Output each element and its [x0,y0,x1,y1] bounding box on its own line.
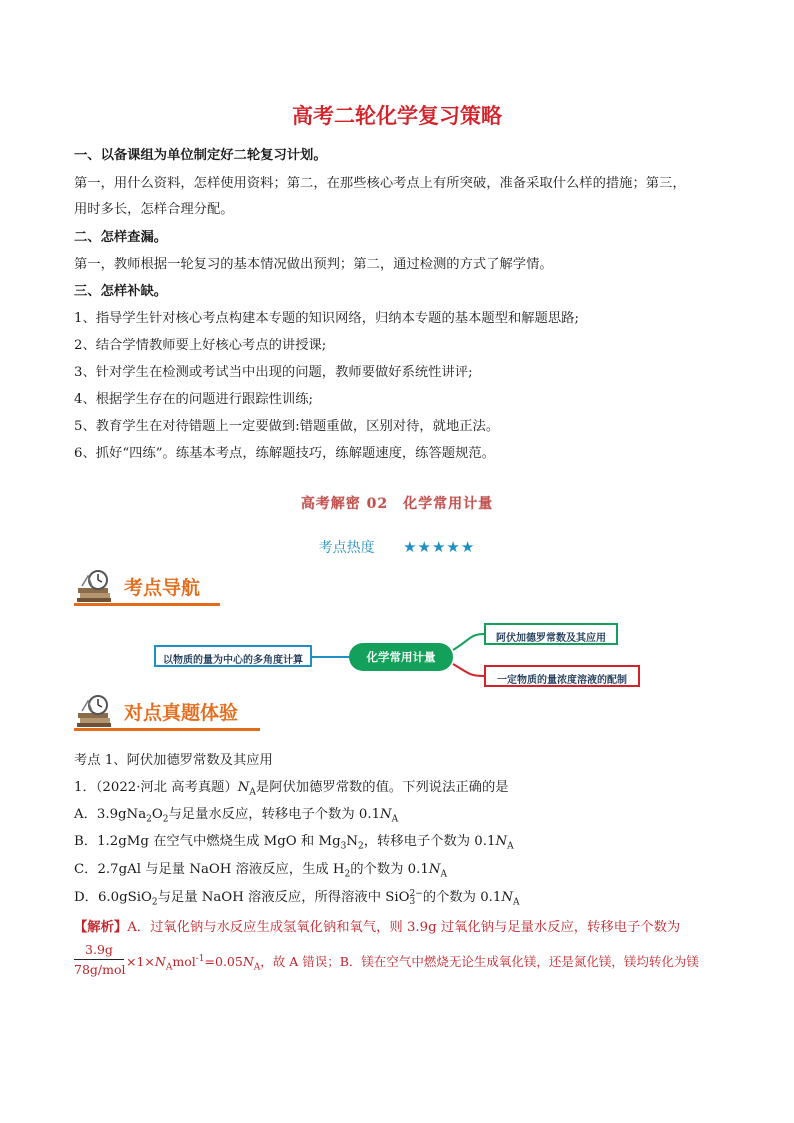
subscript: A [391,814,399,825]
subscript: 3 [409,896,416,907]
subscript: A [512,897,520,908]
mindmap-node-right-top: 阿伏加德罗常数及其应用 [484,623,618,645]
option-text: 的个数为 0.1 [350,862,429,877]
option-text: 的个数为 0.1 [422,890,502,905]
strategy-paragraph-1a: 第一，用什么资料，怎样使用资料；第二，在那些核心考点上有所突破，准备采取什么样的措施；第三， [74,176,686,191]
avogadro-symbol: N [428,862,441,877]
page-title: 高考二轮化学复习策略 [292,104,502,128]
option-text: 与足量水反应，转移电子个数为 0.1 [168,807,381,822]
section-header-exp [74,693,264,731]
analysis-text: mol [172,954,196,969]
strategy-heading-2: 二、怎样查漏。 [74,230,168,245]
subscript: 2 [146,814,152,825]
subscript: 2 [344,869,351,880]
analysis-text: =0.05 [204,954,243,969]
section-header-nav [74,568,224,606]
stem-source: 1．（2022·河北 高考真题） [74,780,238,795]
strategy-item: 3、针对学生在检测或考试当中出现的问题，教师要做好系统性讲评; [74,365,473,380]
subscript: A [507,841,514,852]
strategy-item: 6、抓好“四练”。练基本考点，练解题技巧，练解题速度，练答题规范。 [74,446,495,461]
strategy-heading-3: 三、怎样补缺。 [74,284,168,299]
heat-label: 考点热度 [318,540,375,556]
avogadro-symbol: N [495,834,508,849]
superscript: -1 [195,953,205,964]
avogadro-symbol: N [380,807,392,822]
strategy-paragraph-2: 第一，教师根据一轮复习的基本情况做出预判；第二，通过检测的方式了解学情。 [74,257,553,272]
strategy-item: 5、教育学生在对待错题上一定要做到:错题重做，区别对待，就地正法。 [74,419,500,434]
books-clock-icon [74,568,120,604]
chapter-subtitle: 高考解密 02 化学常用计量 [300,496,494,512]
analysis-text: ×1× [126,954,155,969]
analysis-text: ，故 A 错误；B．镁在空气中燃烧无论生成氧化镁，还是氮化镁，镁均转化为镁 [260,954,699,969]
analysis-text [126,952,699,973]
section-underline [74,728,260,731]
heat-rating [0,537,794,557]
analysis-line-1 [74,919,680,937]
option-text: 与足量 NaOH 溶液反应，所得溶液中 SiO [157,890,410,905]
option-c [74,861,447,884]
option-a [74,806,398,829]
avogadro-symbol: N [242,954,254,969]
option-text: C．2.7gAl 与足量 NaOH 溶液反应，生成 H [74,862,345,877]
option-text: N [346,834,358,849]
section-underline [74,603,220,606]
avogadro-symbol: N [501,890,513,905]
mindmap-node-right-bottom: 一定物质的量浓度溶液的配制 [484,665,640,687]
analysis-tag: 【解析】 [74,920,128,935]
books-clock-icon [74,693,120,729]
mindmap-node-left: 以物质的量为中心的多角度计算 [154,645,312,667]
subscript: A [165,962,173,973]
section-title-exp: 对点真题体验 [124,702,239,724]
avogadro-subscript: A [249,787,256,798]
avogadro-symbol: N [154,954,166,969]
option-text: A．3.9gNa [74,807,147,822]
star-rating-icon: ★★★★★ [403,538,476,556]
strategy-item: 2、结合学情教师要上好核心考点的讲授课; [74,338,327,353]
option-d [74,889,519,912]
fraction-numerator: 3.9g [85,942,113,957]
subscript: A [253,962,261,973]
analysis-text: A．过氧化钠与水反应生成氢氧化钠和氧气，则 3.9g 过氧化钠与足量水反应，转移电子个数为 [127,920,681,935]
option-text: O [151,807,163,822]
question-stem [74,779,509,802]
mindmap-node-center: 化学常用计量 [349,643,453,671]
ion-scripts [410,890,423,906]
section-title-nav: 考点导航 [124,577,201,599]
subscript: 2 [151,897,158,908]
option-text: D．6.0gSiO [74,890,152,905]
fraction-denominator: 78g/mol [74,962,126,977]
option-b [74,833,514,856]
superscript: 2− [409,888,423,899]
option-text: ，转移电子个数为 0.1 [363,834,496,849]
subscript: A [440,869,447,880]
subscript: 3 [340,841,347,852]
stem-text: 是阿伏加德罗常数的值。下列说法正确的是 [255,780,509,795]
question-topic: 考点 1、阿伏加德罗常数及其应用 [74,753,273,768]
subscript: 2 [357,841,364,852]
subscript: 2 [162,814,169,825]
strategy-item: 4、根据学生存在的问题进行跟踪性训练; [74,392,313,407]
strategy-item: 1、指导学生针对核心考点构建本专题的知识网络，归纳本专题的基本题型和解题思路; [74,311,579,326]
avogadro-symbol: N [237,780,250,795]
strategy-paragraph-1b: 用时多长，怎样合理分配。 [74,202,234,217]
option-text: B．1.2gMg 在空气中燃烧生成 MgO 和 Mg [74,834,341,849]
strategy-heading-1: 一、以备课组为单位制定好二轮复习计划。 [74,148,327,163]
fraction-bar [74,959,124,960]
